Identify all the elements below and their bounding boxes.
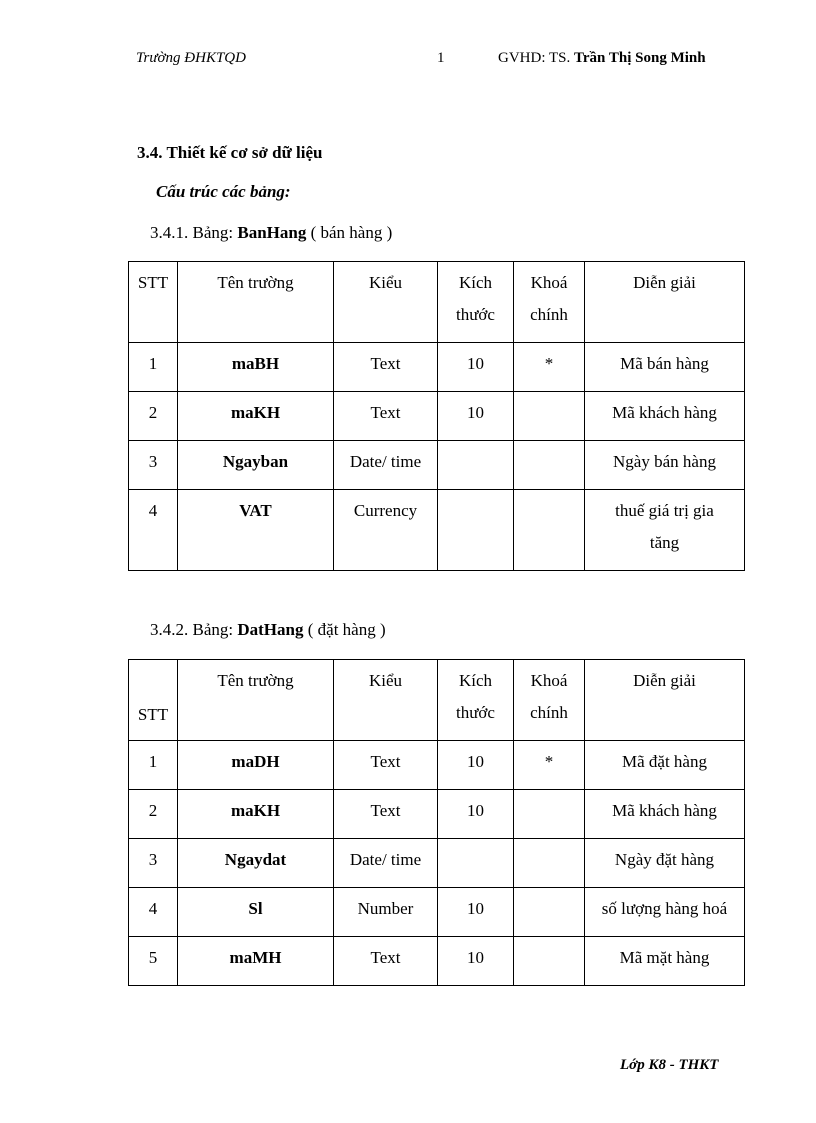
cell-stt: 2 xyxy=(129,790,178,839)
footer-class: Lớp K8 - THKT xyxy=(620,1057,719,1073)
header-field-name: Tên trường xyxy=(178,660,334,741)
table1-caption-prefix: 3.4.1. Bảng: xyxy=(150,223,234,242)
cell-description: số lượng hàng hoá xyxy=(585,888,745,937)
header-page-number: 1 xyxy=(437,50,445,66)
cell-stt: 4 xyxy=(129,888,178,937)
table-row xyxy=(129,490,745,571)
table2-caption-suffix: ( đặt hàng ) xyxy=(307,620,386,639)
header-size xyxy=(438,262,514,343)
header-primary-key xyxy=(514,262,585,343)
header-stt: STT xyxy=(129,660,178,741)
header-supervisor-prefix: GVHD: xyxy=(498,50,546,66)
header-field-name: Tên trường xyxy=(178,262,334,343)
header-size-line2: thước xyxy=(456,703,495,722)
header-size-line1: Kích xyxy=(458,273,493,292)
cell-field-name: maKH xyxy=(178,790,334,839)
header-school: Trường ĐHKTQD xyxy=(136,50,246,66)
cell-type: Date/ time xyxy=(334,441,438,490)
cell-field-name: maDH xyxy=(178,741,334,790)
header-key-line1: Khoá xyxy=(530,671,568,690)
cell-primary-key xyxy=(514,839,585,888)
cell-type: Number xyxy=(334,888,438,937)
header-primary-key xyxy=(514,660,585,741)
cell-size xyxy=(438,490,514,571)
table-row xyxy=(129,343,745,392)
table-row xyxy=(129,741,745,790)
cell-primary-key: * xyxy=(514,343,585,392)
header-size-line1: Kích xyxy=(458,671,493,690)
cell-type: Date/ time xyxy=(334,839,438,888)
cell-description-line2: tăng xyxy=(649,533,680,552)
header-size-line2: thước xyxy=(456,305,495,324)
cell-stt: 3 xyxy=(129,441,178,490)
header-supervisor-name: Trần Thị Song Minh xyxy=(574,50,706,66)
cell-description: Mã khách hàng xyxy=(585,790,745,839)
header-type: Kiểu xyxy=(334,660,438,741)
cell-primary-key xyxy=(514,937,585,986)
cell-description xyxy=(585,490,745,571)
cell-size xyxy=(438,839,514,888)
header-description: Diễn giải xyxy=(585,262,745,343)
cell-description: Mã bán hàng xyxy=(585,343,745,392)
cell-field-name: maBH xyxy=(178,343,334,392)
cell-type: Text xyxy=(334,937,438,986)
table-header-row xyxy=(129,660,745,741)
table-row xyxy=(129,937,745,986)
cell-field-name: Ngaydat xyxy=(178,839,334,888)
cell-type: Currency xyxy=(334,490,438,571)
header-key-line1: Khoá xyxy=(530,273,568,292)
table-row xyxy=(129,888,745,937)
cell-field-name: maKH xyxy=(178,392,334,441)
cell-field-name: Ngayban xyxy=(178,441,334,490)
header-description: Diễn giải xyxy=(585,660,745,741)
cell-size: 10 xyxy=(438,790,514,839)
header-type: Kiểu xyxy=(334,262,438,343)
cell-primary-key xyxy=(514,888,585,937)
cell-description: Ngày đặt hàng xyxy=(585,839,745,888)
header-key-line2: chính xyxy=(530,703,568,722)
cell-stt: 4 xyxy=(129,490,178,571)
cell-stt: 3 xyxy=(129,839,178,888)
table1-caption-name: BanHang xyxy=(237,223,307,242)
cell-size xyxy=(438,441,514,490)
section-title: 3.4. Thiết kế cơ sở dữ liệu xyxy=(137,143,323,162)
header-key-line2: chính xyxy=(530,305,568,324)
cell-type: Text xyxy=(334,741,438,790)
header-stt: STT xyxy=(129,262,178,343)
cell-stt: 2 xyxy=(129,392,178,441)
cell-size: 10 xyxy=(438,741,514,790)
header-size xyxy=(438,660,514,741)
cell-stt: 1 xyxy=(129,343,178,392)
table-dathang xyxy=(128,659,745,986)
table-header-row xyxy=(129,262,745,343)
table-row xyxy=(129,790,745,839)
cell-field-name: VAT xyxy=(178,490,334,571)
subtitle: Cấu trúc các bảng: xyxy=(156,182,291,201)
table2-caption-prefix: 3.4.2. Bảng: xyxy=(150,620,234,639)
cell-primary-key xyxy=(514,790,585,839)
cell-primary-key xyxy=(514,441,585,490)
table-row xyxy=(129,839,745,888)
cell-description: Mã đặt hàng xyxy=(585,741,745,790)
cell-stt: 1 xyxy=(129,741,178,790)
table-banhang xyxy=(128,261,745,571)
cell-field-name: Sl xyxy=(178,888,334,937)
table1-caption-suffix: ( bán hàng ) xyxy=(310,223,393,242)
cell-field-name: maMH xyxy=(178,937,334,986)
table1-caption xyxy=(150,223,392,243)
header-supervisor-title: TS. xyxy=(548,50,571,66)
cell-primary-key xyxy=(514,490,585,571)
cell-description: Mã mặt hàng xyxy=(585,937,745,986)
cell-primary-key: * xyxy=(514,741,585,790)
cell-description: Ngày bán hàng xyxy=(585,441,745,490)
cell-type: Text xyxy=(334,343,438,392)
cell-size: 10 xyxy=(438,937,514,986)
cell-description-line1: thuế giá trị gia xyxy=(615,501,714,520)
table-row xyxy=(129,392,745,441)
cell-type: Text xyxy=(334,790,438,839)
cell-primary-key xyxy=(514,392,585,441)
cell-type: Text xyxy=(334,392,438,441)
table2-caption xyxy=(150,620,386,640)
table2-caption-name: DatHang xyxy=(237,620,304,639)
table-row xyxy=(129,441,745,490)
cell-size: 10 xyxy=(438,392,514,441)
header-supervisor xyxy=(498,50,706,67)
cell-description: Mã khách hàng xyxy=(585,392,745,441)
cell-size: 10 xyxy=(438,343,514,392)
cell-stt: 5 xyxy=(129,937,178,986)
cell-size: 10 xyxy=(438,888,514,937)
